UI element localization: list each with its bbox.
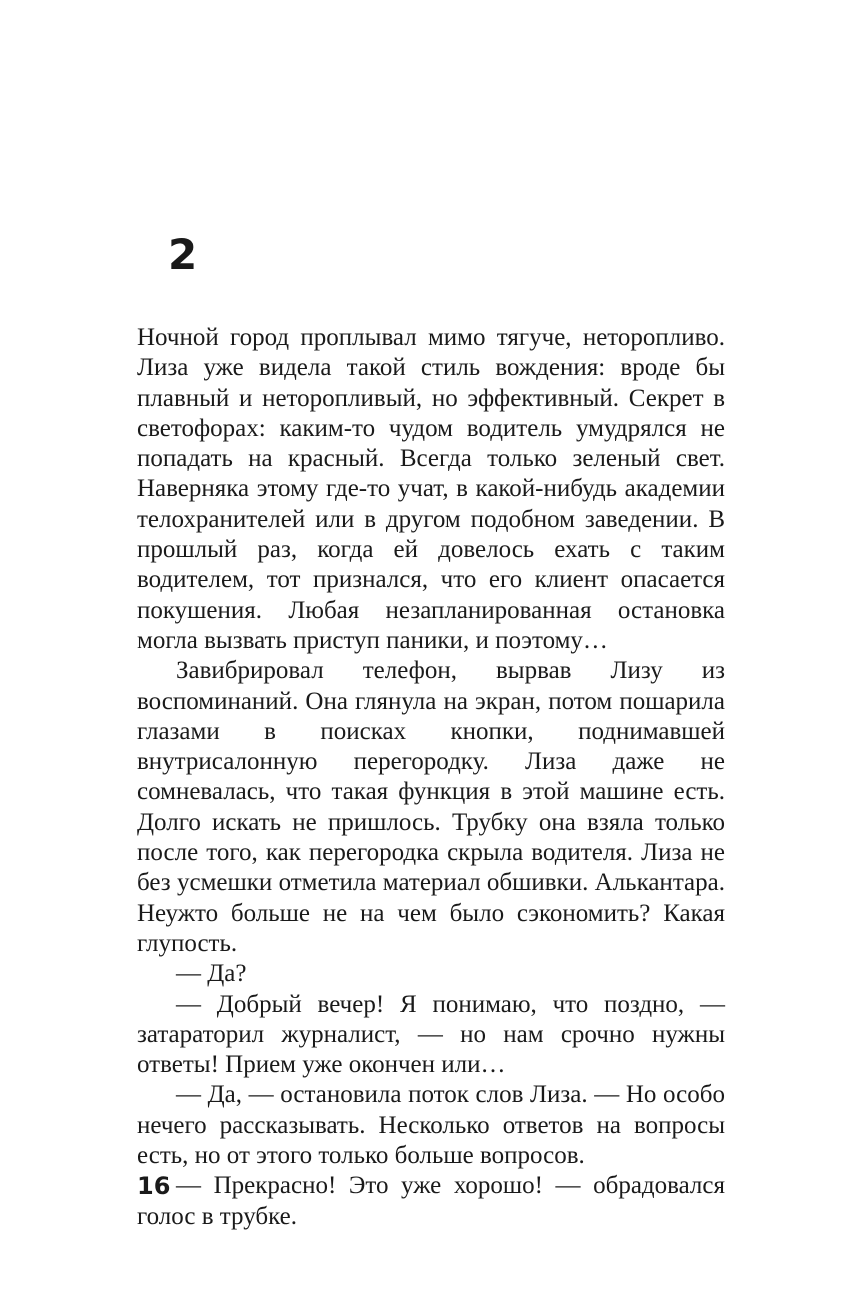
dialogue-line: — Да?	[176, 960, 247, 988]
page-number: 16	[137, 1172, 171, 1200]
dialogue-line: — Прекрасно! Это уже хорошо! — обрадовался голос в трубке.	[137, 1172, 725, 1230]
paragraph: Завибрировал телефон, вырвав Лизу из воспоминаний. Она глянула на экран, потом пошарила глазами в поисках кнопки, поднимавшей внутрисалонную перегородку. Лиза даже не сомневалась, что такая функция в этой машине есть. Долго искать не пришлось. Трубку она взяла только после того, как перегородка скрыла водителя. Лиза не без усмешки отметила материал обшивки. Алькантара. Неужто больше не на чем было сэкономить? Какая глупость.	[137, 657, 725, 957]
chapter-number: 2	[168, 230, 198, 279]
dialogue-line: — Добрый вечер! Я понимаю, что поздно, — затараторил журналист, — но нам срочно нужны ответы! Прием уже окончен или…	[137, 990, 725, 1079]
chapter-text	[137, 323, 725, 1232]
paragraph: Ночной город проплывал мимо тягуче, неторопливо. Лиза уже видела такой стиль вождения: вроде бы плавный и неторопливый, но эффективный. Секрет в светофорах: каким-то чудом водитель умудрялся не попадать на красный. Всегда только зеленый свет. Наверняка этому где-то учат, в какой-нибудь академии телохранителей или в другом подобном заведении. В прошлый раз, когда ей довелось ехать с таким водителем, тот признался, что его клиент опасается покушения. Любая незапланированная остановка могла вызвать приступ паники, и поэтому…	[137, 324, 725, 654]
dialogue-line: — Да, — остановила поток слов Лиза. — Но особо нечего рассказывать. Несколько ответов на вопросы есть, но от этого только больше вопросов.	[137, 1081, 725, 1170]
